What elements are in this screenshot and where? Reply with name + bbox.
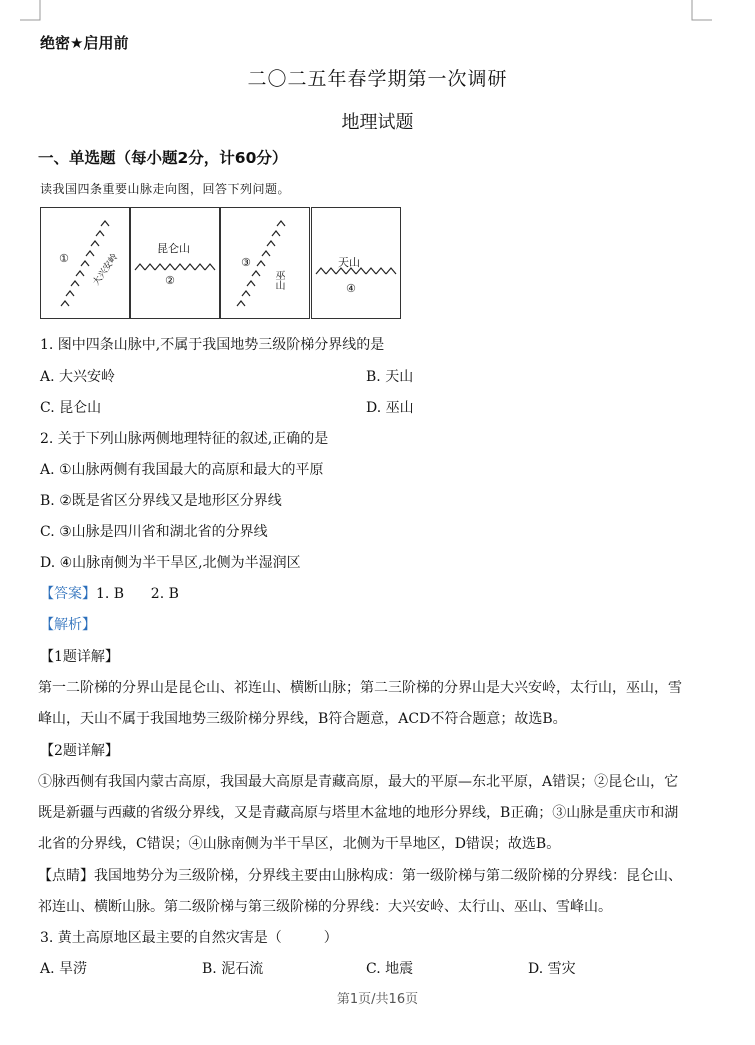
answer-block	[40, 583, 179, 603]
subject-title: 地理试题	[341, 112, 414, 133]
map-1-label: 大兴安岭	[91, 252, 121, 288]
detail-1-line-1: 第一二阶梯的分界山是昆仑山、祁连山、横断山脉；第二三阶梯的分界山是大兴安岭，太行山，巫山，雪	[38, 680, 682, 696]
mountain-range-diagonal-icon	[221, 208, 309, 318]
corner-mark-right	[690, 0, 712, 22]
question-2-stem: 2. 关于下列山脉两侧地理特征的叙述,正确的是	[40, 431, 329, 447]
mountain-range-horizontal-icon	[131, 258, 219, 274]
question-3-option-c: C. 地震	[366, 961, 414, 977]
question-3-option-a: A. 旱涝	[40, 961, 88, 977]
map-4-number: ④	[346, 282, 356, 295]
detail-2-line-2: 既是新疆与西藏的省级分界线，又是青藏高原与塔里木盆地的地形分界线，B正确；③山脉是重庆市和湖	[38, 805, 679, 821]
mountain-range-horizontal-icon	[312, 262, 400, 278]
tip-line-1: 我国地势分为三级阶梯，分界线主要由山脉构成：第一级阶梯与第二级阶梯的分界线：昆仑山、	[94, 868, 682, 884]
analysis-tag: 【解析】	[40, 617, 96, 633]
detail-2-line-1: ①脉西侧有我国内蒙古高原，我国最大高原是青藏高原，最大的平原—东北平原，A错误；②昆仑山，它	[38, 774, 679, 790]
question-3-option-b: B. 泥石流	[202, 961, 264, 977]
confidential-label: 绝密★启用前	[40, 34, 129, 52]
question-1-option-a: A. 大兴安岭	[40, 369, 116, 385]
section-heading: 一、单选题（每小题2分，计60分）	[38, 149, 288, 167]
answer-text: 1. B 2. B	[96, 586, 179, 602]
question-2-option-c: C. ③山脉是四川省和湖北省的分界线	[40, 524, 268, 540]
map-2-label: 昆仑山	[157, 242, 190, 255]
map-4-label: 天山	[338, 256, 360, 269]
tip-block	[38, 865, 682, 885]
detail-1-heading: 【1题详解】	[40, 649, 119, 665]
mountain-map-2	[130, 207, 220, 319]
question-1-option-b: B. 天山	[366, 369, 414, 385]
mountain-map-3	[220, 207, 310, 319]
exam-title: 二〇二五年春学期第一次调研	[247, 68, 508, 90]
detail-2-line-3: 北省的分界线，C错误；④山脉南侧为半干旱区，北侧为干旱地区，D错误；故选B。	[38, 836, 561, 852]
question-2-option-b: B. ②既是省区分界线又是地形区分界线	[40, 493, 282, 509]
corner-mark-left	[20, 0, 42, 22]
mountain-map-1	[40, 207, 130, 319]
question-2-option-a: A. ①山脉两侧有我国最大的高原和最大的平原	[40, 462, 324, 478]
question-3-stem: 3. 黄土高原地区最主要的自然灾害是（ ）	[40, 930, 338, 946]
map-2-number: ②	[165, 274, 175, 287]
question-3-option-d: D. 雪灾	[528, 961, 576, 977]
question-intro: 读我国四条重要山脉走向图，回答下列问题。	[40, 182, 291, 196]
question-1-option-d: D. 巫山	[366, 400, 414, 416]
tip-tag: 【点睛】	[38, 868, 94, 884]
answer-tag: 【答案】	[40, 586, 96, 602]
detail-1-line-2: 峰山，天山不属于我国地势三级阶梯分界线，B符合题意，ACD不符合题意；故选B。	[38, 711, 567, 727]
map-1-number: ①	[59, 252, 69, 265]
page-footer: 第1页/共16页	[336, 992, 419, 1007]
question-2-option-d: D. ④山脉南侧为半干旱区,北侧为半湿润区	[40, 555, 301, 571]
question-1-stem: 1. 图中四条山脉中,不属于我国地势三级阶梯分界线的是	[40, 337, 385, 353]
map-3-number: ③	[241, 256, 251, 269]
tip-line-2: 祁连山、横断山脉。第二级阶梯与第三级阶梯的分界线：大兴安岭、太行山、巫山、雪峰山。	[38, 899, 612, 915]
map-3-label: 巫山	[273, 270, 284, 290]
question-1-option-c: C. 昆仑山	[40, 400, 102, 416]
detail-2-heading: 【2题详解】	[40, 743, 119, 759]
mountain-map-4	[311, 207, 401, 319]
